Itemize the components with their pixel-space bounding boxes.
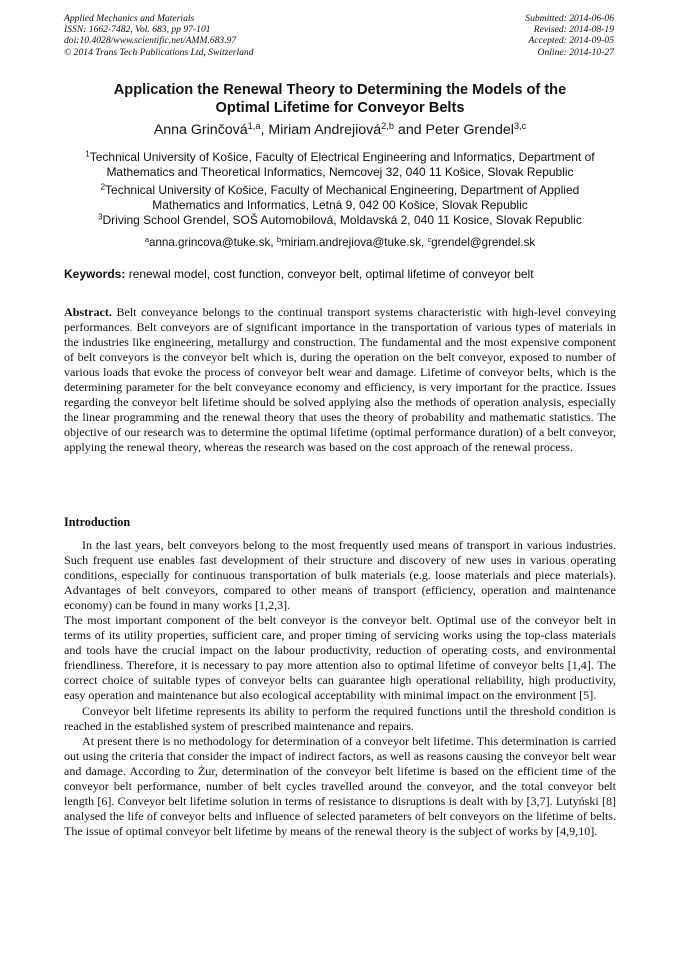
introduction-body (64, 538, 616, 839)
email-separator: , (270, 236, 277, 249)
author-affiliation-mark: 2,b (381, 120, 394, 131)
date-submitted: Submitted: 2014-06-06 (525, 13, 614, 24)
paper-title (64, 82, 616, 117)
author-separator: and (393, 122, 426, 138)
email-mark: c (427, 234, 432, 244)
title-line-2: Optimal Lifetime for Conveyor Belts (215, 99, 465, 116)
affiliation-mark: 3 (98, 212, 103, 222)
affiliation-line: Technical University of Košice, Faculty of Electrical Engineering and Informatics, Department of (89, 150, 595, 164)
affiliation-line: Technical University of Košice, Faculty of Mechanical Engineering, Department of Applied (105, 183, 580, 197)
date-accepted: Accepted: 2014-09-05 (528, 35, 614, 47)
paragraph: In the last years, belt conveyors belong to the most frequently used means of transport in various industries. Such frequent use enables fast development of their structure and discovery of new uses in various operating conditions, especially for continuous transportation of bulk materials (e.g. loose materials and piece materials). Advantages of belt conveyors, compared to other means of transport (efficiency, operation and maintenance economy) can be found in many works [1,2,3]. (64, 538, 616, 613)
email-mark: b (276, 234, 282, 244)
journal-name: Applied Mechanics and Materials (64, 13, 195, 24)
paragraph: The most important component of the belt conveyor is the conveyor belt. Optimal use of the conveyor belt in terms of its utility properties, sufficient care, and proper timing of servicing works using the top-class materials and tools have the crucial impact on the labour productivity, reduction of operating costs, and environmental friendliness. Therefore, it is necessary to pay more attention also to optimal lifetime of conveyor belts [1,4]. The correct choice of suitable types of conveyor belts can guarantee high operational reliability, high productivity, easy operation and maintenance but also ecological acceptability with minimal impact on the environment [5]. (64, 613, 616, 703)
publication-dates (525, 13, 614, 58)
author-name: Miriam Andrejiová (268, 122, 382, 138)
author-name: Peter Grendel (425, 122, 514, 138)
keywords-label: Keywords: (64, 267, 126, 281)
keywords-text: renewal model, cost function, conveyor belt, optimal lifetime of conveyor belt (125, 267, 534, 281)
paragraph: At present there is no methodology for determination of a conveyor belt lifetime. This determination is carried out using the criteria that consider the impact of indirect factors, as well as reasons causing the conveyor belt wear and damage. According to Żur, determination of the conveyor belt lifetime is based on the efficient time of the conveyor belt performance, number of belt cycles travelled around the conveyor, and the total conveyor belt length [6]. Conveyor belt lifetime solution in terms of resistance to disruptions is dealt with by [3,7]. Lutyński [8] analysed the life of conveyor belts and influence of selected parameters of belt conveyors on the lifetime of belts. The issue of optimal conveyor belt lifetime by means of the renewal theory is the subject of works by [4,9,10]. (64, 733, 616, 838)
keywords (64, 267, 616, 282)
journal-doi[interactable]: doi:10.4028/www.scientific.net/AMM.683.97 (64, 35, 237, 47)
date-revised: Revised: 2014-08-19 (533, 24, 614, 36)
affiliation-line: Mathematics and Theoretical Informatics, Nemcovej 32, 040 11 Košice, Slovak Republic (106, 164, 574, 179)
affiliation-line: Driving School Grendel, SOŠ Automobilová, Moldavská 2, 040 11 Kosice, Slovak Republic (102, 213, 582, 227)
abstract-text: Belt conveyance belongs to the continual transport systems characteristic with high-level conveying performances. Belt conveyors are of significant importance in the transportation of various types of materials in the industries like engineering, metallurgy and construction. The fundamental and the most expensive component of belt conveyors is the conveyor belt which is, during the operation on the belt conveyor, exposed to number of various loads that evoke the process of conveyor belt wear and damage. Lifetime of conveyor belts, which is the determining parameter for the belt conveyance economy and efficiency, is very important for the practice. Issues regarding the conveyor belt lifetime should be solved applying also the methods of operation analysis, especially the linear programming and the renewal theory that uses the theory of probability and mathematic statistics. The objective of our research was to determine the optimal lifetime (optimal performance duration) of a belt conveyor, applying the renewal theory, whereas the research was based on the cost approach of the renewal process. (64, 305, 616, 455)
abstract (64, 305, 616, 455)
affiliation-mark: 1 (85, 149, 90, 159)
email-mark: a (144, 234, 150, 244)
author-name: Anna Grinčová (153, 122, 248, 138)
affiliation-3 (64, 213, 616, 228)
email-link[interactable]: grendel@grendel.sk (431, 236, 536, 249)
author-affiliation-mark: 1,a (247, 120, 261, 131)
author-affiliation-mark: 3,c (513, 120, 527, 131)
journal-info (64, 13, 254, 58)
email-link[interactable]: miriam.andrejiova@tuke.sk (281, 236, 422, 249)
abstract-label: Abstract. (64, 305, 112, 319)
author-separator: , (260, 122, 269, 138)
copyright-notice: © 2014 Trans Tech Publications Ltd, Switzerland (64, 46, 254, 58)
journal-issn: ISSN: 1662-7482, Vol. 683, pp 97-101 (64, 24, 211, 36)
paragraph: Conveyor belt lifetime represents its ability to perform the required functions until the threshold condition is reached in the established system of prescribed maintenance and repairs. (64, 703, 616, 733)
affiliation-1 (64, 150, 616, 179)
affiliation-line: Mathematics and Informatics, Letná 9, 042 00 Košice, Slovak Republic (152, 197, 528, 212)
title-line-1: Application the Renewal Theory to Determining the Models of the (113, 82, 567, 98)
section-heading-introduction: Introduction (64, 515, 131, 529)
author-emails (64, 236, 616, 250)
email-separator: , (421, 236, 428, 249)
author-list (64, 122, 616, 139)
affiliation-mark: 2 (100, 182, 106, 192)
date-online: Online: 2014-10-27 (537, 46, 614, 58)
email-link[interactable]: anna.grincova@tuke.sk (149, 236, 271, 249)
affiliation-2 (64, 183, 616, 212)
